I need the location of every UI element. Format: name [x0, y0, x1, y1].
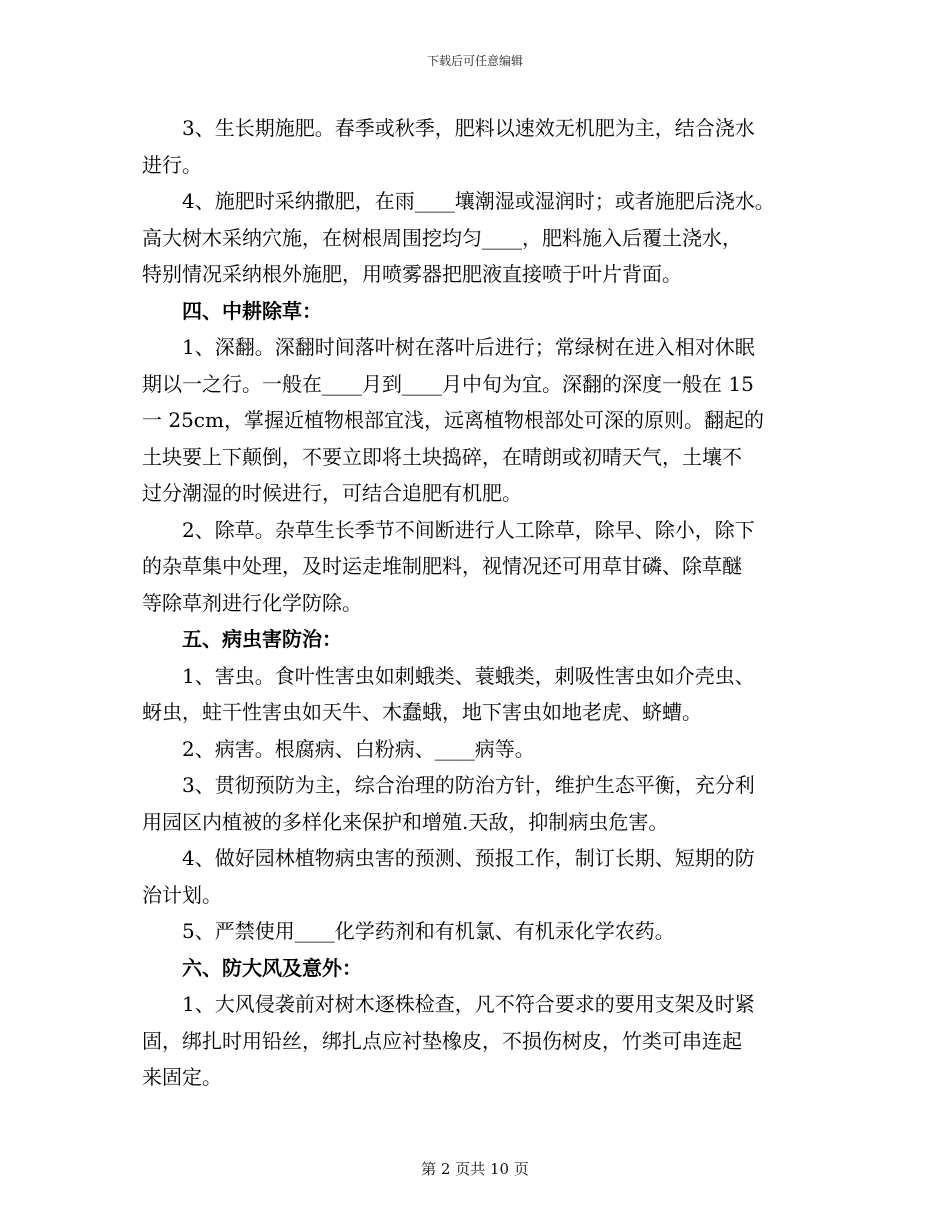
paragraph — [142, 767, 820, 840]
paragraph — [142, 183, 820, 293]
text-line: 5、严禁使用____化学药剂和有机氯、有机汞化学农药。 — [182, 919, 675, 943]
text-line: 高大树木采纳穴施，在树根周围挖均匀____，肥料施入后覆土浇水， — [142, 225, 742, 250]
paragraph — [142, 658, 820, 731]
text-line: 的杂草集中处理，及时运走堆制肥料，视情况还可用草甘磷、除草醚 — [142, 554, 742, 578]
text-line: 固，绑扎时用铅丝，绑扎点应衬垫橡皮，不损伤树皮，竹类可串连起 — [142, 1028, 742, 1053]
text-line: 4、施肥时采纳撒肥，在雨____壤潮湿或湿润时；或者施肥后浇水。 — [182, 189, 775, 213]
paragraph — [142, 110, 820, 183]
text-line: 一 25cm，掌握近植物根部宜浅，远离植物根部处可深的原则。翻起的 — [142, 408, 764, 432]
paragraph — [142, 329, 820, 512]
paragraph — [142, 986, 820, 1096]
text-line: 1、大风侵袭前对树木逐株检查，凡不符合要求的要用支架及时紧 — [182, 992, 755, 1016]
text-line: 1、深翻。深翻时间落叶树在落叶后进行；常绿树在进入相对休眠 — [182, 335, 755, 359]
text-line: 4、做好园林植物病虫害的预测、预报工作，制订长期、短期的防 — [182, 846, 755, 870]
page-header: 下载后可任意编辑 — [426, 54, 523, 68]
section-heading — [142, 621, 820, 658]
paragraph — [142, 913, 820, 950]
section-heading — [142, 293, 820, 330]
text-line: 五、病虫害防治： — [182, 627, 342, 651]
paragraph — [142, 840, 820, 913]
text-line: 进行。 — [142, 152, 202, 177]
text-line: 来固定。 — [142, 1065, 222, 1089]
text-line: 特别情况采纳根外施肥，用喷雾器把肥液直接喷于叶片背面。 — [142, 262, 682, 286]
text-line: 3、贯彻预防为主，综合治理的防治方针，维护生态平衡，充分利 — [182, 773, 755, 797]
text-line: 1、害虫。食叶性害虫如刺蛾类、蓑蛾类，刺吸性害虫如介壳虫、 — [182, 663, 755, 688]
paragraph — [142, 731, 820, 768]
text-line: 蚜虫，蛀干性害虫如天牛、木蠢蛾，地下害虫如地老虎、蛴螬。 — [142, 700, 702, 724]
text-line: 2、病害。根腐病、白粉病、____病等。 — [182, 736, 535, 761]
text-line: 等除草剂进行化学防除。 — [142, 590, 362, 615]
text-line: 治计划。 — [142, 882, 222, 907]
text-line: 3、生长期施肥。春季或秋季，肥料以速效无机肥为主，结合浇水 — [182, 116, 755, 140]
text-line: 土块要上下颠倒，不要立即将土块捣碎，在晴朗或初晴天气，土壤不 — [142, 444, 742, 469]
text-line: 用园区内植被的多样化来保护和增殖.天敌，抑制病虫危害。 — [142, 809, 669, 834]
document-body — [142, 110, 820, 1096]
text-line: 过分潮湿的时候进行，可结合追肥有机肥。 — [142, 481, 522, 505]
page-footer: 第 2 页共 10 页 — [421, 1160, 529, 1178]
text-line: 期以一之行。一般在____月到____月中旬为宜。深翻的深度一般在 15 — [142, 371, 754, 396]
text-line: 四、中耕除草： — [182, 298, 322, 323]
text-line: 六、防大风及意外： — [182, 955, 362, 980]
paragraph — [142, 512, 820, 622]
text-line: 2、除草。杂草生长季节不间断进行人工除草，除早、除小，除下 — [182, 517, 755, 542]
section-heading — [142, 950, 820, 987]
